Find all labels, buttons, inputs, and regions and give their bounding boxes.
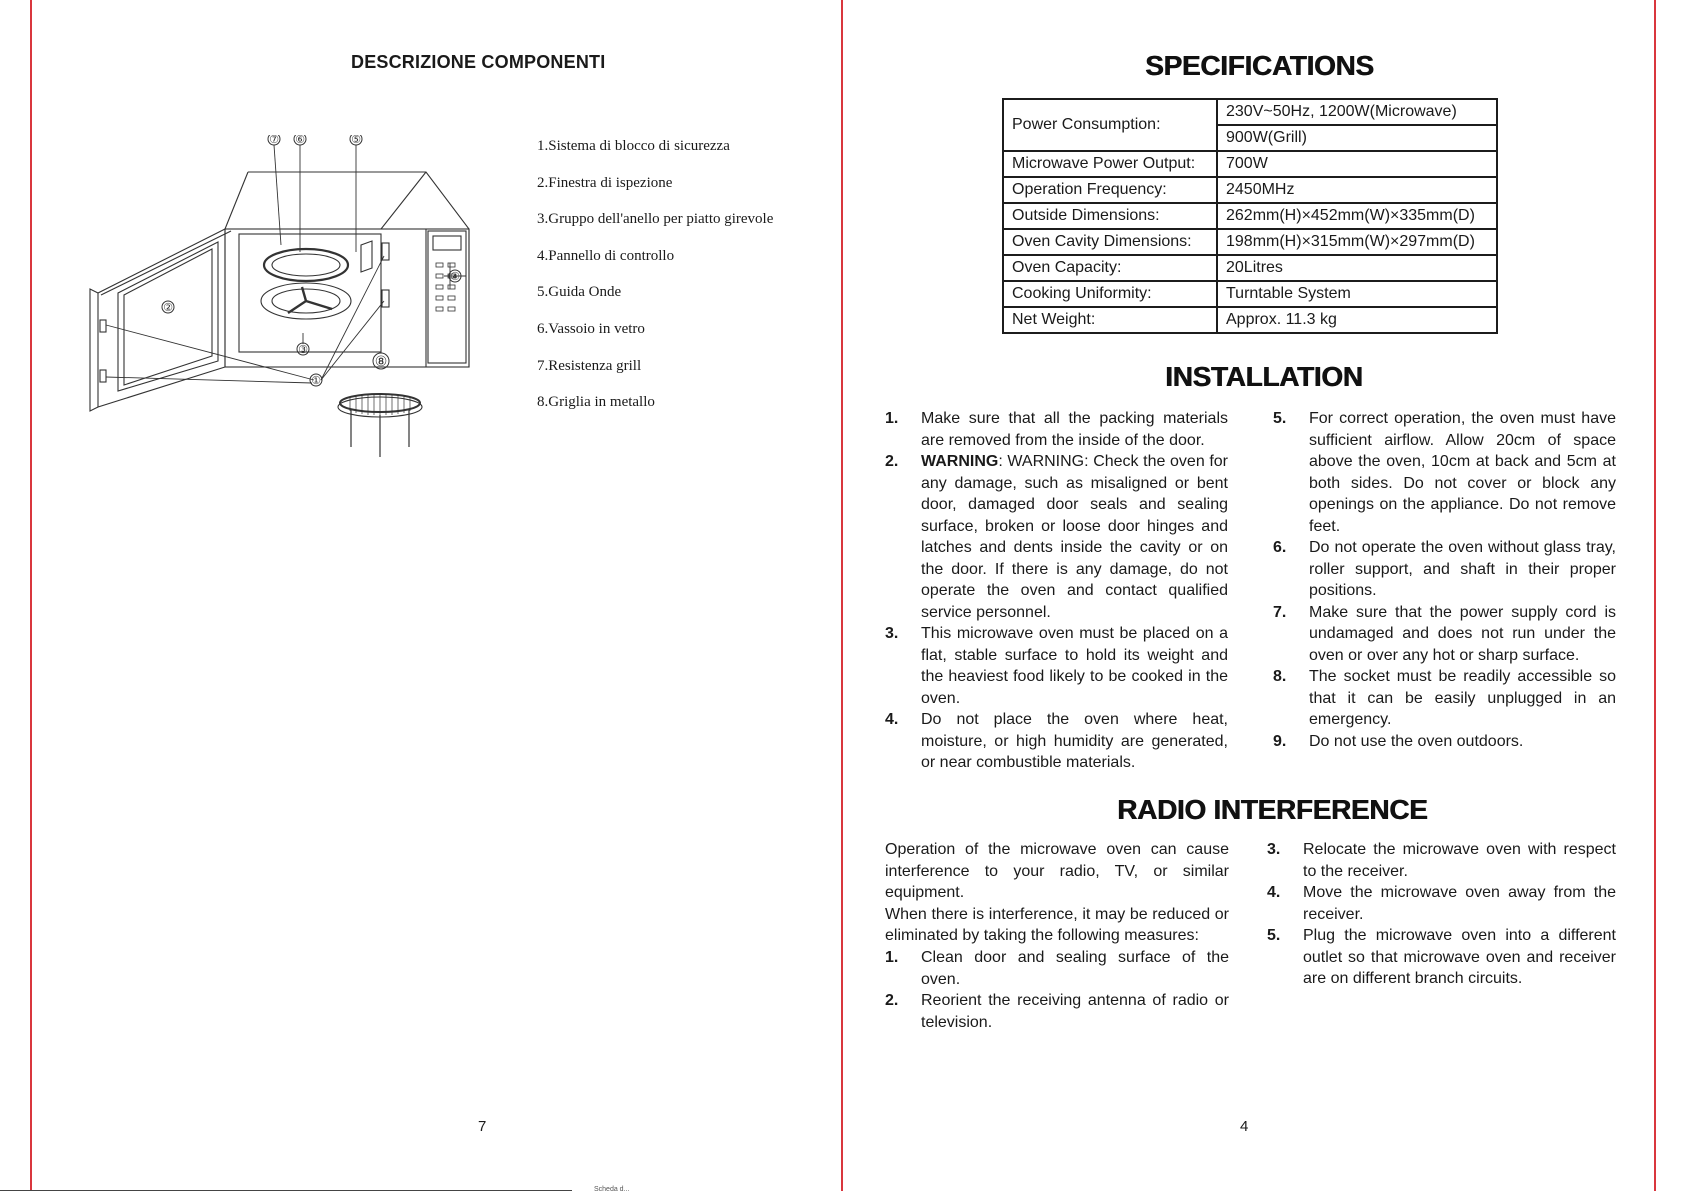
spec-value: 2450MHz [1217,177,1497,203]
part-item: 3.Gruppo dell'anello per piatto girevole [537,211,774,228]
part-item: 8.Griglia in metallo [537,394,655,411]
list-item: 3. Relocate the microwave oven with respect to the receiver. [1267,841,1616,880]
list-item: 9. Do not use the oven outdoors. [1273,732,1524,750]
table-row [1003,255,1497,281]
spec-value: Approx. 11.3 kg [1217,307,1497,333]
installation-list-right [1273,408,1616,752]
callout-4: ④ [450,270,460,283]
part-item: 5.Guida Onde [537,284,622,301]
footer-scrap: Scheda d... [594,1186,630,1193]
callout-2: ② [163,301,173,314]
list-item: 2. WARNING: WARNING: Check the oven for any damage, such as misaligned or bent door, damaged door seals and sealing surface, broken or loose door hinges and latches and dents inside the cavity or on the door. If there is any damage, do not operate the oven and contact qualified service personnel. [885,453,1228,621]
list-item: 3. This microwave oven must be placed on a flat, stable surface to hold its weight and the heaviest food likely to be cooked in the oven. [885,625,1228,707]
callout-7: ⑦ [269,135,279,146]
radio-list-right [1267,839,1616,990]
spec-label: Oven Capacity: [1003,255,1217,281]
spec-label: Cooking Uniformity: [1003,281,1217,307]
installation-title: INSTALLATION [1165,361,1363,392]
list-item: 1. Clean door and sealing surface of the oven. [885,949,1229,988]
table-row [1003,177,1497,203]
spec-value: 700W [1217,151,1497,177]
table-row [1003,307,1497,333]
installation-list-left [885,408,1228,774]
callout-5: ⑤ [351,135,361,146]
spec-label: Net Weight: [1003,307,1217,333]
list-item: 5. Plug the microwave oven into a different outlet so that microwave oven and receiver are on different branch circuits. [1267,927,1616,987]
table-row [1003,281,1497,307]
spec-label: Power Consumption: [1003,99,1217,151]
callout-1: ① [311,374,321,387]
list-item: 8. The socket must be readily accessible so that it can be easily unplugged in an emergency. [1273,668,1616,728]
list-item: 6. Do not operate the oven without glass tray, roller support, and shaft in their proper positions. [1273,539,1616,599]
callout-6: ⑥ [295,135,305,146]
right-page-border [1654,0,1656,1191]
part-item: 2.Finestra di ispezione [537,174,673,191]
list-item: 1. Make sure that all the packing materials are removed from the inside of the door. [885,410,1228,449]
page-number-right: 4 [1240,1118,1249,1135]
list-item: 2. Reorient the receiving antenna of radio or television. [885,992,1229,1031]
spec-label: Oven Cavity Dimensions: [1003,229,1217,255]
spec-value: 20Litres [1217,255,1497,281]
page-divider [841,0,843,1191]
page-number-left: 7 [478,1118,487,1135]
callout-8: ⑧ [374,354,388,370]
callout-3: ③ [298,343,308,356]
radio-intro: Operation of the microwave oven can cause interference to your radio, TV, or similar equipment. When there is interference, it may be reduced or eliminated by taking the following measures: [885,841,1229,944]
part-item: 4.Pannello di controllo [537,247,675,264]
specifications-table [1002,98,1498,334]
radio-list-left [885,947,1229,1033]
spec-value: 198mm(H)×315mm(W)×297mm(D) [1217,229,1497,255]
microwave-diagram [88,135,508,495]
list-item: 7. Make sure that the power supply cord is undamaged and does not run under the oven or over any hot or sharp surface. [1273,603,1616,664]
warning-label: WARNING [921,453,999,470]
spec-value: 230V~50Hz, 1200W(Microwave) [1217,99,1497,125]
spec-label: Microwave Power Output: [1003,151,1217,177]
left-page-border [30,0,32,1191]
spec-value: 900W(Grill) [1217,125,1497,151]
part-item: 7.Resistenza grill [537,357,642,374]
spec-value: 262mm(H)×452mm(W)×335mm(D) [1217,203,1497,229]
part-item: 1.Sistema di blocco di sicurezza [537,138,730,154]
radio-interference-title: RADIO INTERFERENCE [1117,794,1428,825]
components-title: DESCRIZIONE COMPONENTI [351,52,606,72]
spec-label: Outside Dimensions: [1003,203,1217,229]
list-item: 4. Do not place the oven where heat, moisture, or high humidity are generated, or near combustible materials. [885,711,1228,771]
spec-label: Operation Frequency: [1003,177,1217,203]
part-item: 6.Vassoio in vetro [537,320,645,337]
specifications-title: SPECIFICATIONS [1145,50,1374,81]
table-row [1003,99,1497,125]
table-row [1003,203,1497,229]
spec-value: Turntable System [1217,281,1497,307]
list-item: 5. For correct operation, the oven must have sufficient airflow. Allow 20cm of space above the oven, 10cm at back and 5cm at both sides. Do not cover or block any openings on the appliance. Do not remove feet. [1273,410,1616,535]
table-row [1003,229,1497,255]
list-item: 4. Move the microwave oven away from the receiver. [1267,884,1616,923]
parts-list [537,138,773,431]
table-row [1003,151,1497,177]
